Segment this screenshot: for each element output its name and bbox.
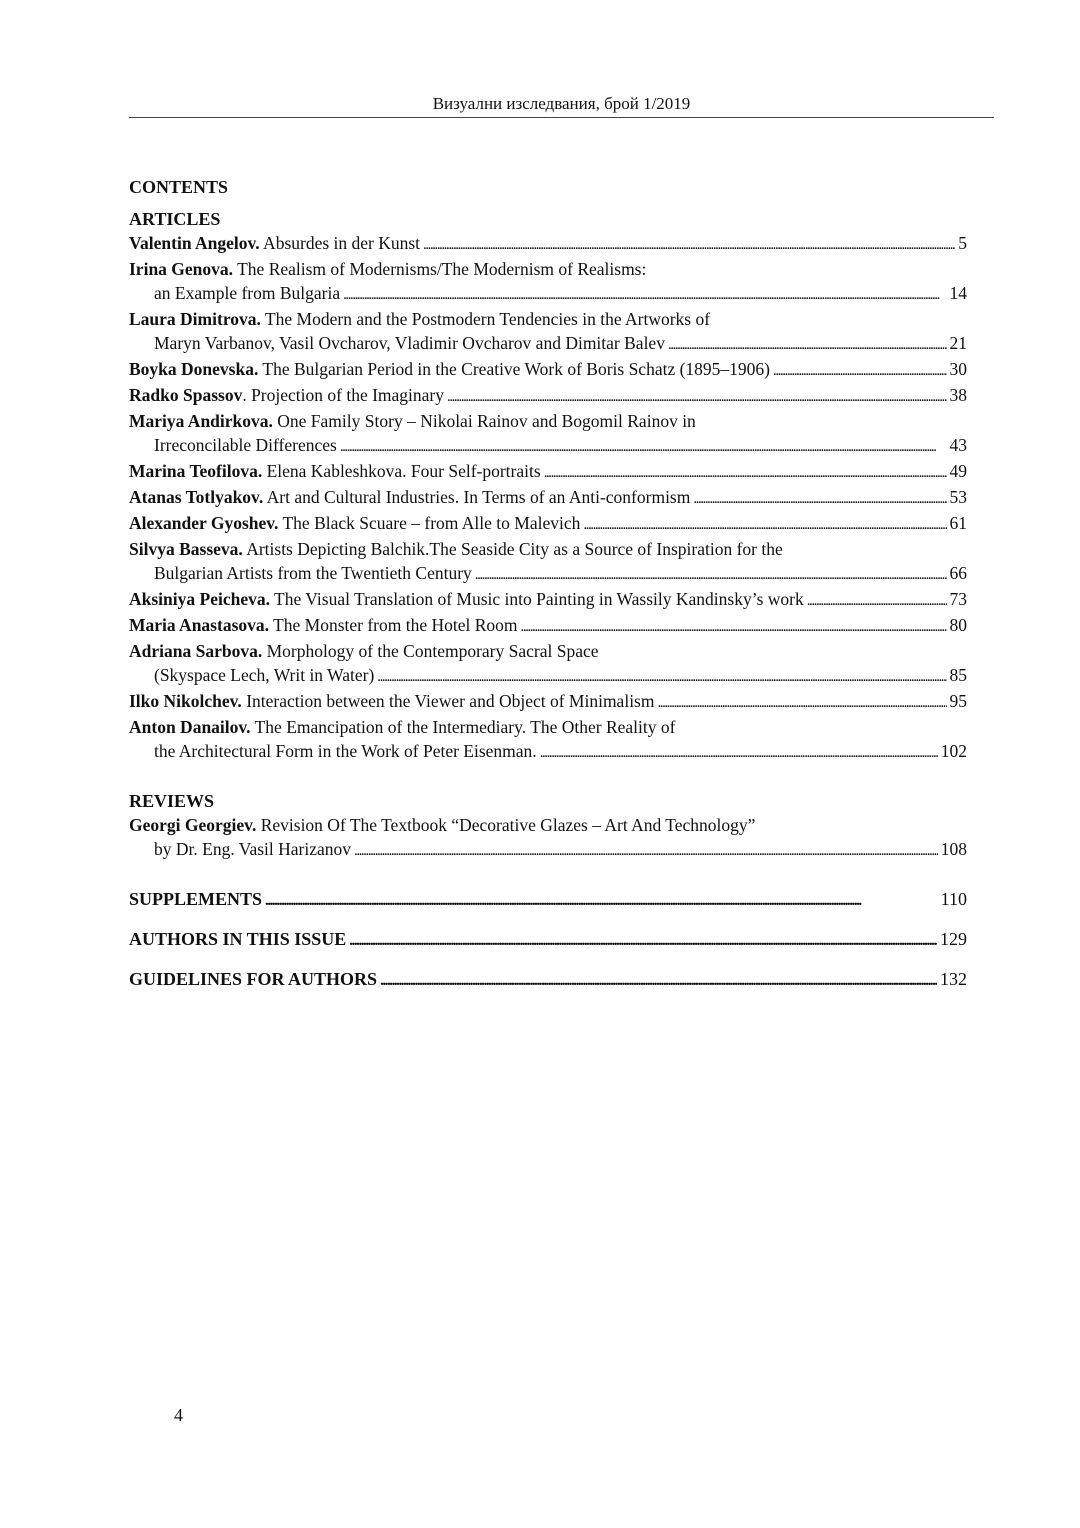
dot-leader (693, 485, 946, 511)
entry-author: Aksiniya Peicheva. (129, 589, 270, 609)
entry-page-number: 43 (949, 435, 967, 455)
toc-entry[interactable] (129, 813, 967, 863)
dot-leader (354, 837, 938, 863)
entry-title: Revision Of The Textbook “Decorative Glazes – Art And Technology” (256, 815, 756, 835)
toc-entry-line (129, 739, 967, 765)
toc-entry-line (129, 331, 967, 357)
toc-entry-line (129, 433, 967, 459)
back-matter-page-number: 110 (940, 889, 967, 909)
toc-entry-line (129, 511, 967, 537)
back-matter-entry[interactable] (129, 967, 967, 993)
dot-leader (657, 689, 946, 715)
dot-leader (343, 281, 946, 307)
dot-leader (521, 613, 947, 639)
toc-entry[interactable] (129, 307, 967, 357)
running-header: Визуални изследвания, брой 1/2019 (129, 94, 994, 118)
back-matter-label: SUPPLEMENTS (129, 889, 263, 909)
entry-title: Artists Depicting Balchik.The Seaside City as a Source of Inspiration for the (242, 539, 783, 559)
entry-author: Anton Danailov. (129, 717, 251, 737)
entry-author: Atanas Totlyakov. (129, 487, 264, 507)
page-number: 4 (174, 1405, 183, 1425)
entry-title: Morphology of the Contemporary Sacral Space (262, 641, 599, 661)
toc-entry[interactable] (129, 715, 967, 765)
back-matter-label: AUTHORS IN THIS ISSUE (129, 929, 347, 949)
reviews-list (129, 813, 967, 863)
toc-entry-line (129, 459, 967, 485)
dot-leader (668, 331, 947, 357)
articles-list (129, 231, 967, 765)
entry-title: Bulgarian Artists from the Twentieth Century (154, 563, 472, 583)
entry-page-number: 108 (940, 839, 967, 859)
entry-title: Irreconcilable Differences (154, 435, 337, 455)
entry-title: an Example from Bulgaria (154, 283, 341, 303)
entry-title: The Bulgarian Period in the Creative Work of Boris Schatz (1895–1906) (258, 359, 771, 379)
entry-title: Absurdes in der Kunst (259, 233, 421, 253)
entry-author: Alexander Gyoshev. (129, 513, 279, 533)
entry-page-number: 102 (940, 741, 967, 761)
toc-entry-line (129, 689, 967, 715)
entry-author: Maria Anastasova. (129, 615, 269, 635)
toc-entry-line (129, 357, 967, 383)
entry-title: The Emancipation of the Intermediary. The Other Reality of (250, 717, 676, 737)
entry-page-number: 61 (949, 513, 967, 533)
toc-entry-line (129, 837, 967, 863)
toc-entry-line (129, 639, 967, 663)
entry-title: The Realism of Modernisms/The Modernism of Realisms: (233, 259, 647, 279)
toc-entry-line (129, 383, 967, 409)
contents-title: CONTENTS (129, 177, 229, 197)
toc-entry[interactable] (129, 357, 967, 383)
toc-entry[interactable] (129, 537, 967, 587)
entry-author: Ilko Nikolchev. (129, 691, 242, 711)
entry-author: Laura Dimitrova. (129, 309, 261, 329)
toc-entry-line (129, 663, 967, 689)
dot-leader (544, 459, 947, 485)
articles-section-title: ARTICLES (129, 209, 221, 229)
back-matter-entry[interactable] (129, 927, 967, 953)
back-matter-list (129, 887, 967, 993)
entry-author: Radko Spassov (129, 385, 243, 405)
entry-page-number: 21 (949, 333, 967, 353)
entry-title: The Black Scuare – from Alle to Malevich (278, 513, 581, 533)
toc-entry-line (129, 537, 967, 561)
toc-entry-line (129, 409, 967, 433)
dot-leader (583, 511, 946, 537)
dot-leader (377, 663, 946, 689)
toc-entry[interactable] (129, 409, 967, 459)
toc-entry[interactable] (129, 257, 967, 307)
entry-author: Marina Teofilova. (129, 461, 263, 481)
toc-entry-line (129, 281, 967, 307)
back-matter-label: GUIDELINES FOR AUTHORS (129, 969, 378, 989)
toc-entry-line (129, 613, 967, 639)
toc-entry-line (129, 561, 967, 587)
entry-page-number: 73 (949, 589, 967, 609)
reviews-section-title: REVIEWS (129, 791, 215, 811)
dot-leader (475, 561, 947, 587)
entry-page-number: 5 (958, 233, 967, 253)
entry-title: The Modern and the Postmodern Tendencies in the Artworks of (260, 309, 711, 329)
dot-leader (807, 587, 947, 613)
entry-page-number: 95 (949, 691, 967, 711)
entry-title: Maryn Varbanov, Vasil Ovcharov, Vladimir Ovcharov and Dimitar Balev (154, 333, 665, 353)
toc-entry[interactable] (129, 511, 967, 537)
toc-entry-line (129, 257, 967, 281)
entry-author: Valentin Angelov. (129, 233, 260, 253)
entry-title: The Visual Translation of Music into Painting in Wassily Kandinsky’s work (269, 589, 804, 609)
toc-entry[interactable] (129, 485, 967, 511)
table-of-contents (129, 175, 967, 993)
dot-leader (380, 967, 937, 993)
entry-page-number: 38 (949, 385, 967, 405)
toc-entry-line (129, 485, 967, 511)
entry-title: by Dr. Eng. Vasil Harizanov (154, 839, 352, 859)
dot-leader (773, 357, 946, 383)
entry-title: (Skyspace Lech, Writ in Water) (154, 665, 375, 685)
entry-author: Adriana Sarbova. (129, 641, 263, 661)
back-matter-page-number: 129 (940, 929, 967, 949)
toc-entry[interactable] (129, 383, 967, 409)
entry-page-number: 49 (949, 461, 967, 481)
dot-leader (423, 231, 955, 257)
entry-page-number: 30 (949, 359, 967, 379)
entry-author: Mariya Andirkova. (129, 411, 273, 431)
dot-leader (447, 383, 946, 409)
toc-entry-line (129, 231, 967, 257)
entry-title: The Monster from the Hotel Room (269, 615, 518, 635)
entry-author: Irina Genova. (129, 259, 234, 279)
entry-page-number: 66 (949, 563, 967, 583)
dot-leader (540, 739, 938, 765)
entry-title: Interaction between the Viewer and Object of Minimalism (241, 691, 655, 711)
entry-title: One Family Story – Nikolai Rainov and Bogomil Rainov in (272, 411, 696, 431)
entry-author: Georgi Georgiev. (129, 815, 257, 835)
entry-title: . Projection of the Imaginary (242, 385, 445, 405)
entry-page-number: 85 (949, 665, 967, 685)
toc-entry-line (129, 587, 967, 613)
dot-leader (265, 887, 938, 913)
dot-leader (349, 927, 937, 953)
toc-entry[interactable] (129, 613, 967, 639)
dot-leader (340, 433, 947, 459)
toc-entry[interactable] (129, 689, 967, 715)
entry-page-number: 53 (949, 487, 967, 507)
toc-entry[interactable] (129, 639, 967, 689)
entry-title: Elena Kableshkova. Four Self-portraits (262, 461, 541, 481)
toc-entry-line (129, 307, 967, 331)
toc-entry-line (129, 813, 967, 837)
back-matter-entry[interactable] (129, 887, 967, 913)
toc-entry[interactable] (129, 587, 967, 613)
entry-author: Boyka Donevska. (129, 359, 259, 379)
toc-entry[interactable] (129, 459, 967, 485)
back-matter-page-number: 132 (940, 969, 967, 989)
toc-entry[interactable] (129, 231, 967, 257)
entry-author: Silvya Basseva. (129, 539, 243, 559)
entry-page-number: 14 (949, 283, 967, 303)
toc-entry-line (129, 715, 967, 739)
entry-title: Art and Cultural Industries. In Terms of an Anti-conformism (263, 487, 691, 507)
entry-title: the Architectural Form in the Work of Peter Eisenman. (154, 741, 537, 761)
entry-page-number: 80 (949, 615, 967, 635)
